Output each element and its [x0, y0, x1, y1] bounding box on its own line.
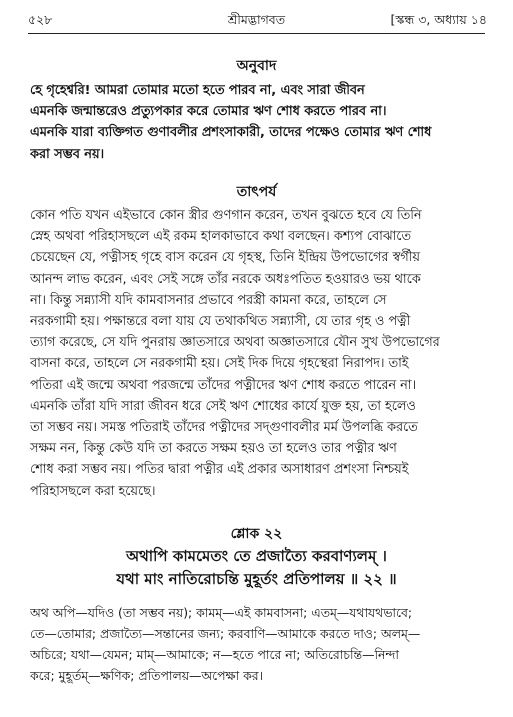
header-divider — [28, 33, 485, 34]
synonyms-paragraph — [30, 602, 488, 686]
book-title: শ্রীমদ্ভাগবত — [227, 12, 286, 27]
purport-line: নরকগামী হয়। পক্ষান্তরে বলা যায় যে তথাকথিত সন্ন্যাসী, যে তার গৃহ ও পত্নী — [30, 314, 411, 330]
purport-line: স্নেহ অথবা পরিহাসছলে এই রকম হালকাভাবে কথা বলছেন। কশ্যপ বোঝাতে — [30, 229, 411, 245]
verse-text — [0, 545, 513, 591]
translation-line: হে গৃহেশ্বরি! আমরা তোমার মতো হতে পারব না, এবং সারা জীবন — [30, 83, 365, 98]
purport-line: ত্যাগ করেছে, সে যদি পুনরায় জ্ঞাতসারে অথবা অজ্ঞাতসারে যৌন সুখ উপভোগের — [30, 335, 440, 351]
page-number: ৫২৮ — [28, 12, 53, 27]
verse-line: অথাপি কামমেতং তে প্রজাত্যৈ করবাণ্যলম্‌ । — [126, 547, 387, 565]
verse-line: যথা মাং নাতিরোচন্তি মুহূর্তং প্রতিপালয় ॥ ২২ ॥ — [116, 570, 397, 588]
translation-line: এমনকি যারা ব্যক্তিগত গুণাবলীর প্রশংসাকারী, তাদের পক্ষেও তোমার ঋণ শোধ — [30, 125, 432, 141]
verse-heading: শ্লোক ২২ — [230, 526, 283, 542]
purport-paragraph — [30, 205, 486, 502]
synonyms-line: অচিরে; যথা—যেমন; মাম্‌—আমাকে; ন—হতে পারে না; অতিরোচন্তি—নিন্দা — [30, 647, 399, 662]
purport-line: পরিহাসছলে করা হয়েছে। — [30, 483, 156, 499]
purport-line: এমনকি তাঁরা যদি সারা জীবন ধরে সেই ঋণ শোধের কার্যে যুক্ত হয়, তা হলেও — [30, 398, 416, 414]
purport-line: শোধ করা সম্ভব নয়। পতির দ্বারা পত্নীর এই প্রকার অসাধারণ প্রশংসা নিশ্চয়ই — [30, 462, 409, 478]
purport-line: না। কিন্তু সন্ন্যাসী যদি কামবাসনার প্রভাবে পরস্ত্রী কামনা করে, তাহলে সে — [30, 292, 387, 308]
purport-line: কোন পতি যখন এইভাবে কোন স্ত্রীর গুণগান করেন, তখন বুঝতে হবে যে তিনি — [30, 208, 422, 223]
purport-line: বাসনা করে, তাহলে সে নরকগামী হয়। সেই দিক দিয়ে গৃহস্থেরা নিরাপদ। তাই — [30, 356, 409, 372]
purport-line: সক্ষম নন, কিন্তু কেউ যদি তা করতে সক্ষম হয়ও তা হলেও তার পত্নীর ঋণ — [30, 441, 397, 457]
purport-line: পতিরা এই জন্মে অথবা পরজন্মে তাঁদের পত্নীদের ঋণ শোধ করতে পারেন না। — [30, 377, 417, 393]
purport-line: চেয়েছেন যে, পত্নীসহ গৃহে বাস করেন যে গৃহস্থ, তিনি ইন্দ্রিয় উপভোগের স্বর্গীয় — [30, 250, 420, 266]
page-header — [26, 10, 487, 32]
chapter-reference: [স্কন্ধ ৩, অধ্যায় ১৪ — [390, 12, 487, 27]
translation-paragraph — [30, 80, 486, 165]
synonyms-line: করে; মুহূর্তম্‌—ক্ষণিক; প্রতিপালয়—অপেক্ষা কর। — [30, 668, 264, 683]
translation-line: করা সম্ভব নয়। — [30, 146, 105, 162]
purport-line: তা সম্ভব নয়। সমস্ত পতিরাই তাঁদের পত্নীদের সদ্‌গুণাবলীর মর্ম উপলব্ধি করতে — [30, 420, 418, 436]
purport-heading: তাৎপর্য — [236, 184, 277, 200]
synonyms-line: তে—তোমার; প্রজাত্যৈ—সন্তানের জন্য; করবাণি—আমাকে করতে দাও; অলম্‌— — [30, 626, 421, 641]
translation-line: এমনকি জন্মান্তরেও প্রত্যুপকার করে তোমার ঋণ শোধ করতে পারব না। — [30, 104, 387, 120]
synonyms-line: অথ অপি—যদিও (তা সম্ভব নয়); কামম্‌—এই কামবাসনা; এতম্‌—যথাযথভাবে; — [30, 605, 413, 620]
purport-line: আনন্দ লাভ করেন, এবং সেই সঙ্গে তাঁর নরকে অধঃপতিত হওয়ারও ভয় থাকে — [30, 271, 421, 287]
translation-heading: অনুবাদ — [236, 58, 277, 74]
